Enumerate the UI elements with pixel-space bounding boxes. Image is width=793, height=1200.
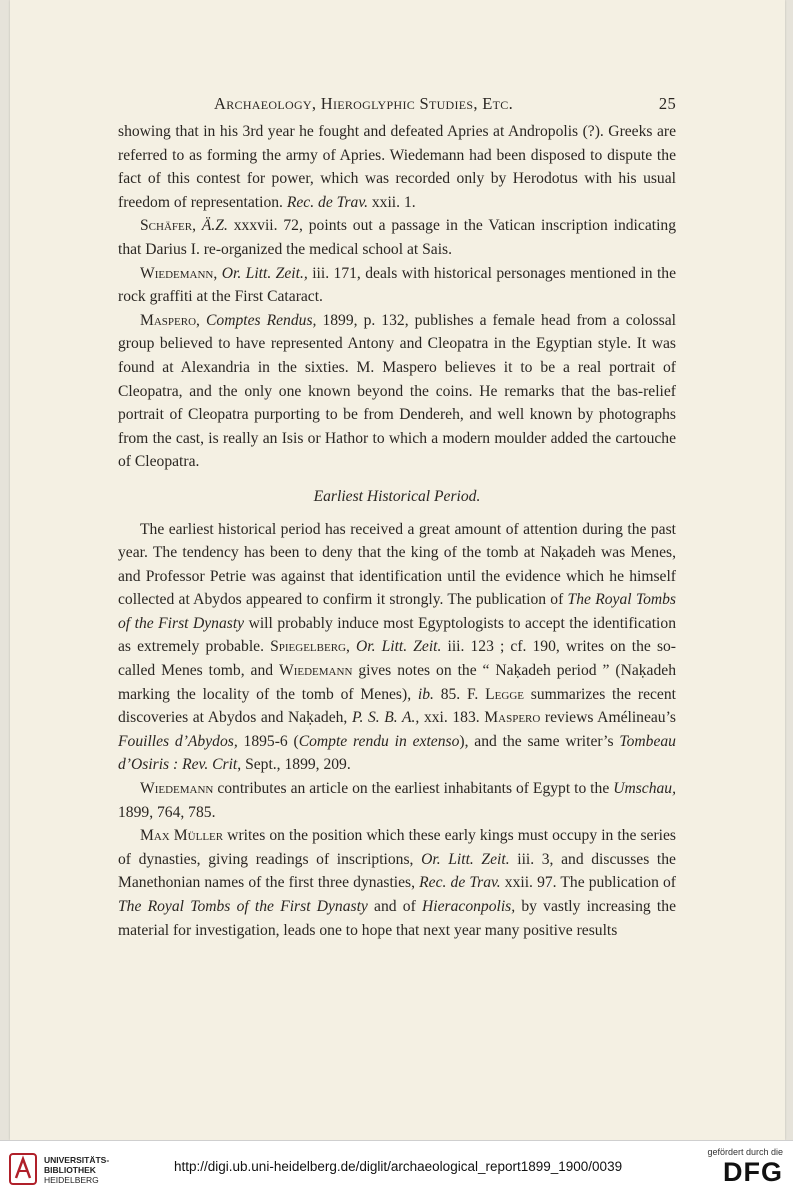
permalink-url[interactable]: http://digi.ub.uni-heidelberg.de/diglit/archaeological_report1899_1900/0039 [174,1159,623,1174]
library-logo[interactable]: UNIVERSITÄTS- BIBLIOTHEK HEIDELBERG [8,1150,148,1190]
author-name: Max Müller [140,827,224,845]
author-name: Schäfer, [140,217,196,235]
paragraph-5: The earliest historical period has received a great amount of attention during the past year. The tendency has been to deny that the king of the tomb at Naḳadeh was Menes, and Professor Petrie was against that identification until the evidence which he himself collected at Abydos appeared to confirm it strongly. The publication of The Royal Tombs of the First Dynasty will probably induce most Egyptologists to accept the identification as extremely probable. Spiegelberg, Or. Litt. Zeit. iii. 123 ; cf. 190, writes on the so-called Menes tomb, and Wiedemann gives notes on the “ Naḳadeh period ” (Naḳadeh marking the locality of the tomb of Menes), ib. 85. F. Legge summarizes the recent discoveries at Abydos and Naḳadeh, P. S. B. A., xxi. 183. Maspero reviews Amélineau’s Fouilles d’Abydos, 1895-6 (Compte rendu in extenso), and the same writer’s Tombeau d’Osiris : Rev. Crit, Sept., 1899, 209. [118,520,676,774]
dfg-wordmark: DFG [723,1157,783,1187]
page-number: 25 [658,94,676,113]
author-name: Wiedemann, [140,264,218,282]
funded-by-label: gefördert durch die [707,1147,783,1157]
page-body [118,120,676,942]
paragraph-2: Schäfer, Ä.Z. xxxvii. 72, points out a passage in the Vatican inscription indicating that Darius I. re-organized the medical school at Sais. [118,217,676,258]
dfg-logo[interactable] [687,1147,783,1195]
library-seal-icon [8,1150,38,1188]
author-name: Maspero, [140,311,200,329]
paragraph-4: Maspero, Comptes Rendus, 1899, p. 132, publishes a female head from a colossal group believed to have represented Antony and Cleopatra in the Egyptian style. It was found at Alexandria in the sixties. M. Maspero believes it to be a real portrait of Cleopatra, and the only one known beyond the coins. He remarks that the bas-relief portrait of Cleopatra purporting to be from Dendereh, and well known by photographs from the cast, is really an Isis or Hathor to which a modern moulder added the cartouche of Cleopatra. [118,311,677,471]
scanned-page [10,0,785,1140]
paragraph-1: showing that in his 3rd year he fought and defeated Apries at Andropolis (?). Greeks are referred to as forming the army of Apries. Wiedemann had been disposed to dispute the fact of this contest for power, which was recorded only by Herodotus with his usual freedom of representation. Rec. de Trav. xxii. 1. [118,123,676,211]
author-name: Wiedemann [140,780,214,798]
viewer-footer [0,1140,793,1200]
paragraph-6: Wiedemann contributes an article on the earliest inhabitants of Egypt to the Umschau, 1899, 764, 785. [118,780,676,821]
paragraph-3: Wiedemann, Or. Litt. Zeit., iii. 171, deals with historical personages mentioned in the rock graffiti at the First Cataract. [118,264,676,306]
paragraph-7: Max Müller writes on the position which these early kings must occupy in the series of dynasties, giving readings of inscriptions, Or. Litt. Zeit. iii. 3, and discusses the Manethonian names of the first three dynasties, Rec. de Trav. xxii. 97. The publication of The Royal Tombs of the First Dynasty and of Hieraconpolis, by vastly increasing the material for investigation, leads one to hope that next year many positive results [118,827,676,939]
page-header [118,94,676,116]
section-heading: Earliest Historical Period. [313,487,481,505]
running-title: Archaeology, Hieroglyphic Studies, Etc. [214,94,513,113]
